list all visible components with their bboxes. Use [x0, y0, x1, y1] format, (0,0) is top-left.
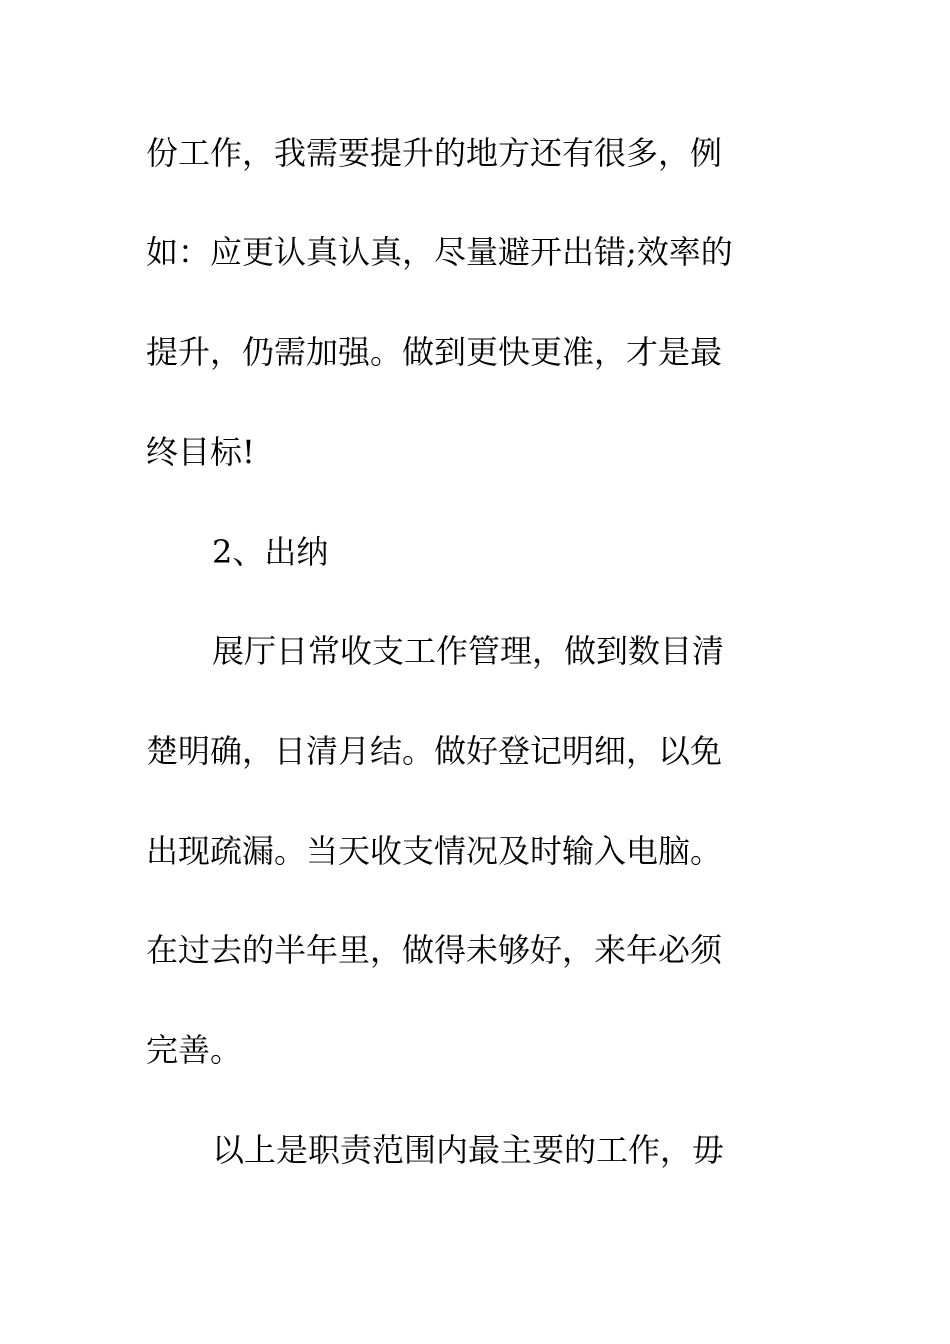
text-line: 份工作，我需要提升的地方还有很多，例 [146, 134, 723, 172]
text-line: 楚明确，日清月结。做好登记明细，以免 [146, 732, 723, 770]
text-line: 在过去的半年里，做得未够好，来年必须 [146, 931, 723, 969]
text-line: 终目标! [146, 433, 255, 471]
text-line: 完善。 [146, 1031, 243, 1069]
paragraph-first-line: 以上是职责范围内最主要的工作，毋 [212, 1131, 725, 1169]
text-line: 提升，仍需加强。做到更快更准，才是最 [146, 333, 723, 371]
text-line: 如：应更认真认真，尽量避开出错;效率的 [146, 233, 733, 271]
text-line: 出现疏漏。当天收支情况及时输入电脑。 [146, 832, 723, 870]
section-heading: 2、出纳 [212, 533, 329, 571]
paragraph-first-line: 展厅日常收支工作管理，做到数目清 [212, 632, 725, 670]
